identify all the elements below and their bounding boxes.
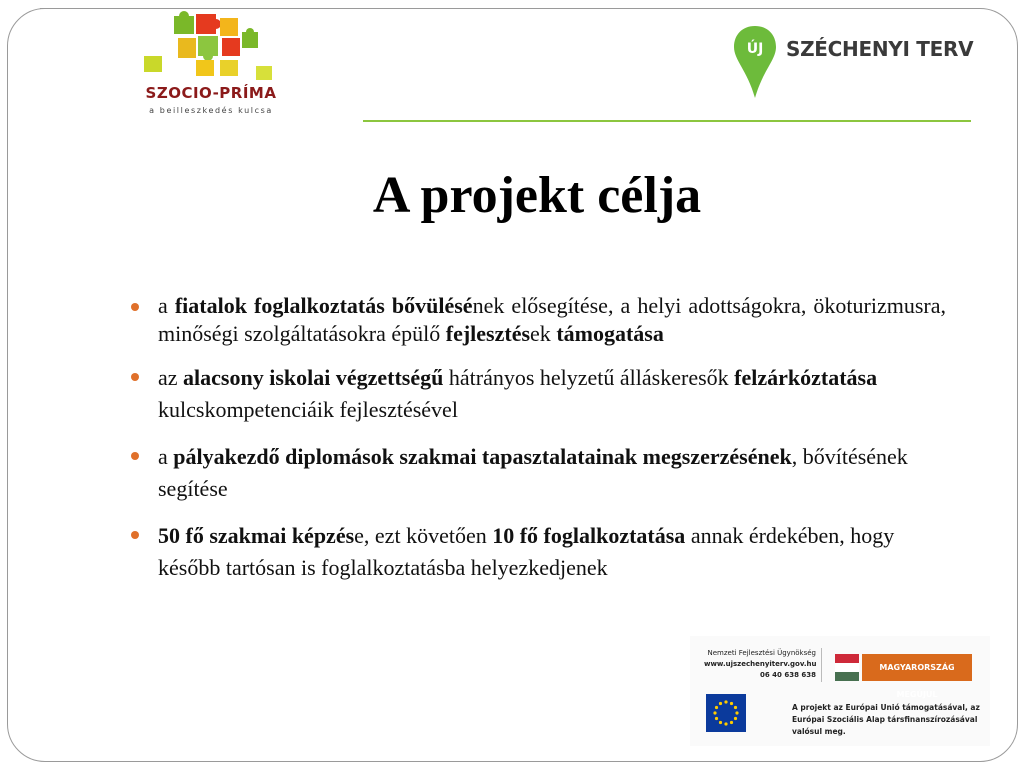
goal-text [158, 523, 894, 580]
goal-text [158, 444, 908, 501]
funding-banner [690, 636, 990, 746]
bullet-dot-icon [131, 531, 139, 539]
puzzle-pieces-icon [126, 10, 296, 86]
bullet-dot-icon [131, 303, 139, 311]
body-text: , bővítésének segítése [158, 444, 908, 501]
header-divider [363, 120, 971, 122]
body-text: nek elősegítése, a helyi adottságokra, ökoturizmusra, minőségi szolgáltatásokra épülő [158, 293, 947, 346]
brand-name: SZOCIO-PRÍMA [145, 84, 277, 102]
body-text: e, ezt követően [354, 523, 493, 548]
emphasis-text: fejlesztés [445, 321, 531, 346]
slide-title: A projekt célja [372, 167, 702, 224]
szechenyi-terv-wordmark: SZÉCHENYI TERV [786, 37, 974, 61]
agency-phone: 06 40 638 638 [759, 671, 816, 679]
goal-item [126, 362, 946, 426]
emphasis-text: pályakezdő diplomások szakmai tapasztalatainak megszerzésének [173, 444, 792, 469]
bullet-dot-icon [131, 452, 139, 460]
banner-divider [821, 648, 822, 682]
body-text: a [158, 444, 174, 469]
szocio-prima-logo [126, 10, 296, 122]
body-text: kulcskompetenciáik fejlesztésével [158, 397, 458, 422]
brand-tagline: a beilleszkedés kulcsa [149, 106, 273, 115]
body-text: hátrányos helyzetű álláskeresők [443, 365, 735, 390]
goal-list [126, 292, 946, 599]
szechenyi-pin-icon [732, 24, 778, 100]
goal-item [126, 441, 946, 505]
eu-flag-icon [706, 694, 746, 732]
agency-block [704, 648, 816, 681]
szechenyi-mark-text: ÚJ [746, 41, 764, 57]
body-text: ek [530, 321, 557, 346]
body-text: a [158, 293, 175, 318]
top-border-line [40, 8, 272, 9]
goal-text [158, 365, 877, 422]
body-text: az [158, 365, 184, 390]
agency-website: www.ujszechenyiterv.gov.hu [704, 660, 817, 668]
emphasis-text: alacsony iskolai végzettségű [183, 365, 444, 390]
goal-item [126, 292, 946, 348]
eu-funding-note: A projekt az Európai Unió támogatásával, az Európai Szociális Alap társfinanszírozásával valósul meg. [792, 703, 980, 736]
slogan-badge: MAGYARORSZÁG MEGÚJUL [862, 654, 972, 681]
goal-text [158, 293, 946, 346]
emphasis-text: támogatása [556, 321, 664, 346]
emphasis-text: 50 fő szakmai képzés [158, 523, 355, 548]
goal-item [126, 520, 946, 584]
body-text: annak érdekében, hogy később tartósan is foglalkoztatásba helyezkedjenek [158, 523, 895, 580]
agency-name: Nemzeti Fejlesztési Ügynökség [707, 649, 816, 657]
emphasis-text: 10 fő foglalkoztatása [492, 523, 686, 548]
emphasis-text: felzárkóztatása [734, 365, 878, 390]
bullet-dot-icon [131, 373, 139, 381]
hungarian-flag-icon [835, 654, 859, 681]
emphasis-text: fiatalok foglalkoztatás bővülésé [174, 293, 473, 318]
